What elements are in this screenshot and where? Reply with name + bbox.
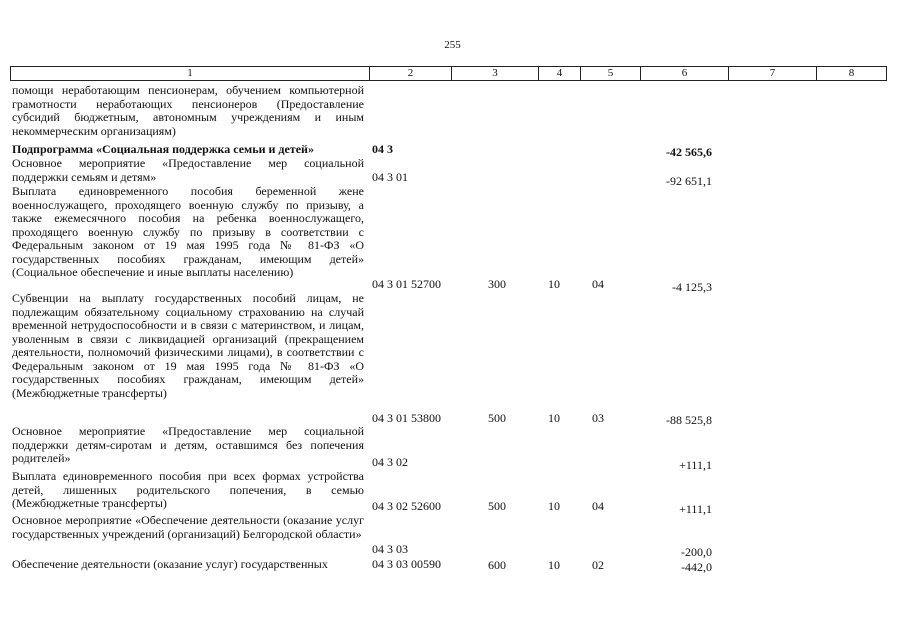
row-code: 04 3 01 53800 bbox=[372, 411, 441, 425]
row-code: 04 3 03 bbox=[372, 542, 408, 556]
row-amount: +111,1 bbox=[679, 502, 712, 516]
header-col-3: 3 bbox=[451, 67, 538, 80]
row-description: Основное мероприятие «Предоставление мер социальной поддержки детям-сиротам и детям, оставшимся без попечения родителей» bbox=[12, 424, 364, 465]
header-col-7: 7 bbox=[728, 67, 816, 80]
row-code: 04 3 03 00590 bbox=[372, 557, 441, 571]
row-amount: -42 565,6 bbox=[666, 145, 712, 159]
row-amount: -200,0 bbox=[681, 545, 712, 559]
header-col-8: 8 bbox=[816, 67, 886, 80]
row-code: 04 3 01 52700 bbox=[372, 277, 441, 291]
row-amount: -442,0 bbox=[681, 560, 712, 574]
row-rz: 10 bbox=[548, 411, 560, 425]
row-amount: -4 125,3 bbox=[672, 280, 712, 294]
row-description: Выплата единовременного пособия беременной жене военнослужащего, проходящего военную службу по призыву, а также ежемесячного пособия на ребенка военнослужащего, проходящего военную службу по призыву в соответствии с Федеральным законом от 19 мая 1995 года № 81-ФЗ «О государственных пособиях гражданам, имеющим детей» (Социальное обеспечение и иные выплаты населению) bbox=[12, 184, 364, 279]
header-col-2: 2 bbox=[369, 67, 451, 80]
row-rz: 10 bbox=[548, 558, 560, 572]
row-description: помощи неработающим пенсионерам, обучением компьютерной грамотности неработающих пенсионеров (Предоставление субсидий бюджетным, автономным учреждениям и иным некоммерческим организациям) bbox=[12, 83, 364, 138]
row-vr: 500 bbox=[488, 499, 506, 513]
row-vr: 300 bbox=[488, 277, 506, 291]
row-description: Основное мероприятие «Обеспечение деятельности (оказание услуг государственных учреждений (организаций) Белгородской области» bbox=[12, 513, 364, 541]
row-code: 04 3 02 52600 bbox=[372, 499, 441, 513]
row-rz: 10 bbox=[548, 499, 560, 513]
header-col-1: 1 bbox=[187, 67, 193, 79]
row-description: Основное мероприятие «Предоставление мер социальной поддержки семьям и детям» bbox=[12, 156, 364, 184]
header-col-5: 5 bbox=[580, 67, 640, 80]
row-description: Выплата единовременного пособия при всех формах устройства детей, лишенных родительского попечения, в семью (Межбюджетные трансферты) bbox=[12, 469, 364, 510]
row-code: 04 3 02 bbox=[372, 455, 408, 469]
row-amount: -92 651,1 bbox=[666, 174, 712, 188]
row-description: Подпрограмма «Социальная поддержка семьи и детей» bbox=[12, 142, 314, 156]
row-pr: 04 bbox=[592, 499, 604, 513]
header-col-6: 6 bbox=[640, 67, 728, 80]
row-amount: +111,1 bbox=[679, 458, 712, 472]
row-pr: 02 bbox=[592, 558, 604, 572]
row-rz: 10 bbox=[548, 277, 560, 291]
row-code: 04 3 01 bbox=[372, 170, 408, 184]
row-vr: 600 bbox=[488, 558, 506, 572]
row-vr: 500 bbox=[488, 411, 506, 425]
header-col-4: 4 bbox=[538, 67, 580, 80]
page-number: 255 bbox=[444, 39, 461, 51]
row-code: 04 3 bbox=[372, 142, 393, 156]
row-description: Субвенции на выплату государственных пособий лицам, не подлежащим обязательному социальному страхованию на случай временной нетрудоспособности и в связи с материнством, и лицам, уволенным в связи с ликвидацией организаций (прекращением деятельности, полномочий физическими лицами), в соответствии с Федеральным законом от 19 мая 1995 года № 81-ФЗ «О государственных пособиях гражданам, имеющим детей» (Межбюджетные трансферты) bbox=[12, 291, 364, 400]
row-pr: 04 bbox=[592, 277, 604, 291]
row-amount: -88 525,8 bbox=[666, 413, 712, 427]
row-description: Обеспечение деятельности (оказание услуг) государственных bbox=[12, 557, 328, 571]
table-header bbox=[10, 66, 887, 81]
row-pr: 03 bbox=[592, 411, 604, 425]
